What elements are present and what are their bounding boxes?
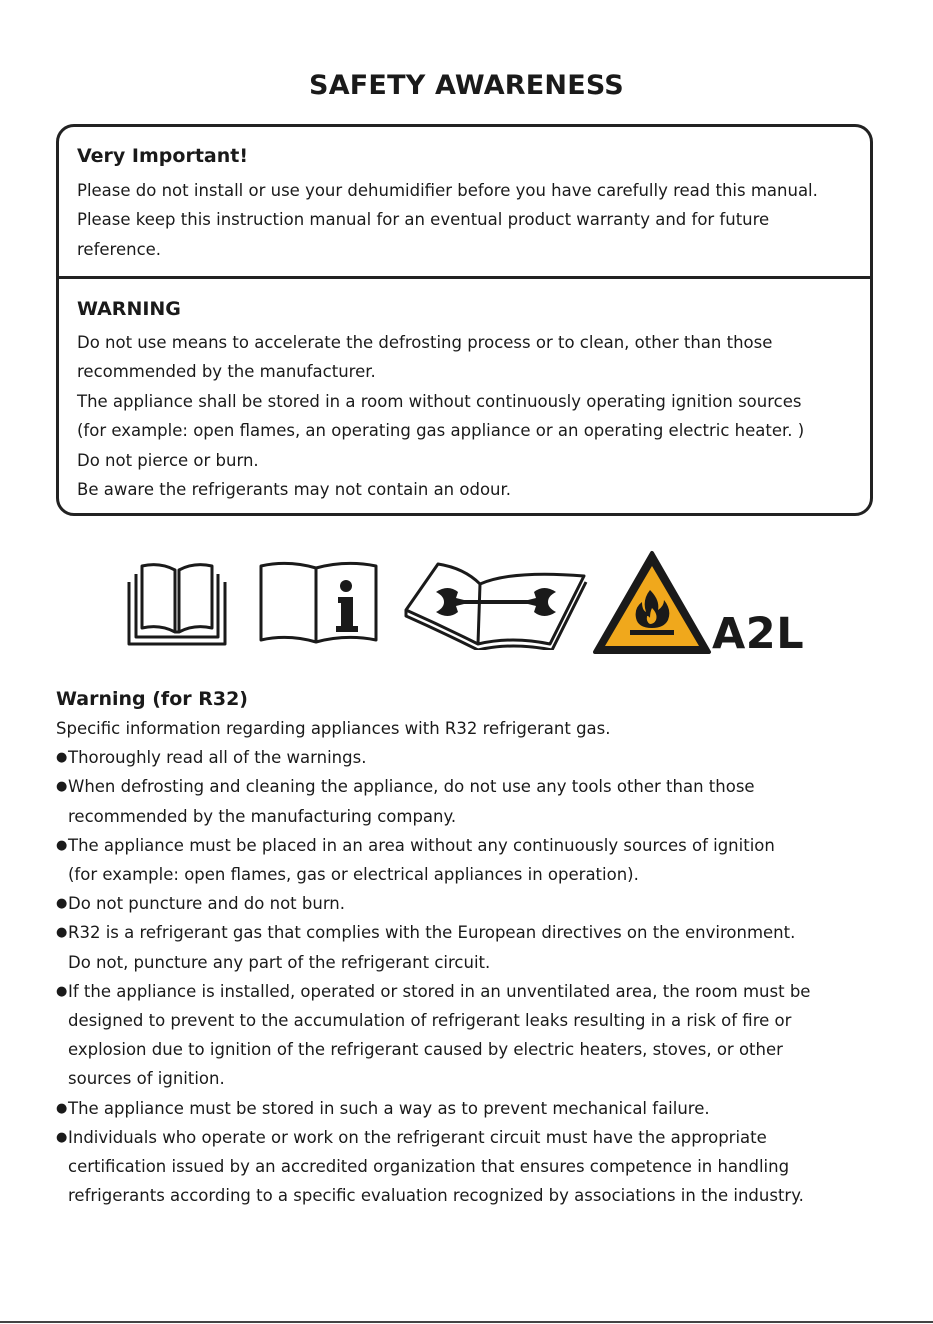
list-item bbox=[56, 918, 886, 976]
bullet: ● bbox=[56, 1100, 68, 1116]
bullet: ● bbox=[56, 779, 68, 795]
read-manual-icon bbox=[126, 560, 228, 646]
r32-warning-section bbox=[56, 686, 886, 1210]
list-item-text: The appliance must be stored in such a way as to prevent mechanical failure. bbox=[68, 1098, 710, 1118]
list-item bbox=[56, 1123, 886, 1211]
warning-heading: WARNING bbox=[77, 298, 181, 320]
page-bottom-rule bbox=[0, 1321, 933, 1323]
bullet: ● bbox=[56, 983, 68, 999]
flammable-warning-icon bbox=[592, 550, 712, 656]
important-section bbox=[77, 143, 858, 264]
bullet: ● bbox=[56, 837, 68, 853]
box-divider bbox=[59, 276, 870, 279]
r32-intro: Specific information regarding appliances with R32 refrigerant gas. bbox=[56, 719, 611, 738]
list-item bbox=[56, 772, 886, 830]
information-manual-icon bbox=[258, 560, 380, 646]
list-item bbox=[56, 831, 886, 889]
list-item bbox=[56, 743, 886, 772]
important-warning-box bbox=[56, 124, 873, 516]
important-text: Please do not install or use your dehumidifier before you have carefully read this manual. Please keep this instruction manual for an eventual product warranty and for future reference. bbox=[77, 181, 818, 259]
r32-warning-list bbox=[56, 743, 886, 1210]
list-item-text: R32 is a refrigerant gas that complies with the European directives on the environment. Do not, puncture any part of the refrigerant circuit. bbox=[68, 923, 796, 972]
service-manual-icon bbox=[402, 556, 592, 650]
r32-heading: Warning (for R32) bbox=[56, 688, 248, 710]
important-heading: Very Important! bbox=[77, 145, 248, 167]
list-item-text: When defrosting and cleaning the appliance, do not use any tools other than those recommended by the manufacturing company. bbox=[68, 777, 755, 826]
list-item-text: The appliance must be placed in an area without any continuously sources of ignition (for example: open flames, gas or electrical appliances in operation). bbox=[68, 835, 775, 885]
list-item bbox=[56, 977, 886, 1094]
list-item-text: If the appliance is installed, operated or stored in an unventilated area, the room must be designed to prevent to the accumulation of refrigerant leaks resulting in a risk of fire or explosion due to ignition of the refrigerant caused by electric heaters, stoves, or other sources of ignition. bbox=[68, 981, 811, 1089]
bullet: ● bbox=[56, 750, 68, 766]
list-item-text: Thoroughly read all of the warnings. bbox=[68, 748, 367, 768]
warning-text: Do not use means to accelerate the defrosting process or to clean, other than those recommended by the manufacturer. The appliance shall be stored in a room without continuously operating ignition sources (for example: open flames, an operating gas appliance or an operating electric heater. ) Do not pierce or burn. Be aware the refrigerants may not contain an odour. bbox=[77, 333, 805, 500]
list-item bbox=[56, 1094, 886, 1123]
bullet: ● bbox=[56, 1129, 68, 1145]
list-item bbox=[56, 889, 886, 918]
list-item-text: Do not puncture and do not burn. bbox=[68, 894, 346, 914]
list-item-text: Individuals who operate or work on the refrigerant circuit must have the appropriate certification issued by an accredited organization that ensures competence in handling refrigerants according to a specific evaluation recognized by associations in the industry. bbox=[68, 1127, 804, 1206]
warning-section bbox=[77, 296, 858, 504]
bullet: ● bbox=[56, 925, 68, 941]
bullet: ● bbox=[56, 896, 68, 912]
a2l-label: A2L bbox=[712, 609, 805, 659]
page-title: SAFETY AWARENESS bbox=[309, 70, 624, 101]
